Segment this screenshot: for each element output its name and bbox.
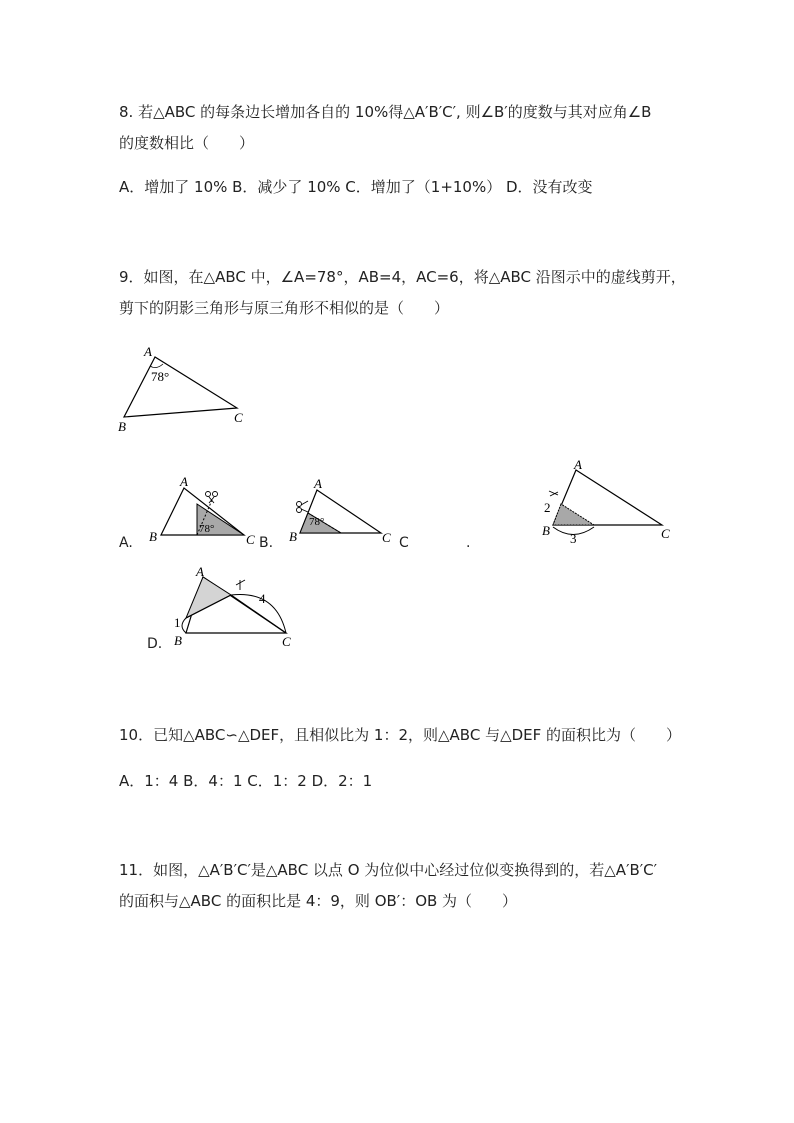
optD-label-1: 1 (174, 615, 181, 630)
q9-main-triangle-figure (110, 340, 260, 440)
q9-line2: 剪下的阴影三角形与原三角形不相似的是（ ） (119, 299, 450, 317)
q9-line1: 9．如图，在△ABC 中，∠A=78°，AB=4，AC=6，将△ABC 沿图示中的虚线剪开， (119, 268, 686, 286)
q11-line2: 的面积与△ABC 的面积比是 4：9，则 OB′：OB 为（ ） (119, 892, 518, 910)
q11-line1: 11．如图，△A′B′C′是△ABC 以点 O 为位似中心经过位似变换得到的，若△A′B′C′ (119, 861, 658, 879)
optC-scissors-icon (549, 491, 558, 496)
optC-label-A: A (574, 457, 582, 472)
q9-optC-figure (535, 455, 680, 545)
optC-label-C: C (661, 526, 670, 541)
q9-optB-label: B. (259, 535, 274, 551)
optD-label-B: B (174, 633, 182, 648)
optA-label-B: B (149, 529, 157, 544)
optB-label-A: A (314, 476, 322, 491)
q9-optA-figure (145, 475, 265, 550)
main-label-angle: 78° (151, 369, 170, 384)
main-label-A: A (144, 344, 152, 359)
q9-optC-dot: . (466, 535, 471, 551)
q9-optD-label: D. (147, 636, 163, 652)
optD-shaded (186, 577, 231, 618)
optA-label-angle: 78° (199, 523, 215, 535)
q10-options: A．1：4 B．4：1 C．1：2 D．2：1 (119, 772, 373, 790)
optA-label-C: C (246, 532, 255, 547)
optD-label-A: A (196, 564, 204, 579)
main-label-B: B (118, 419, 126, 434)
optC-label-B: B (542, 523, 550, 538)
main-triangle (124, 357, 237, 417)
q10-line1: 10．已知△ABC∽△DEF，且相似比为 1：2，则△ABC 与△DEF 的面积比为（ ） (119, 726, 682, 744)
optC-shaded (553, 504, 594, 525)
q9-optC-label: C (399, 535, 409, 551)
q9-optA-label: A. (119, 535, 133, 551)
optD-label-C: C (282, 634, 291, 649)
main-angle-arc (150, 364, 163, 368)
q9-optD-figure (165, 560, 300, 650)
optA-label-A: A (180, 474, 188, 489)
optD-scissors-icon (236, 580, 245, 590)
optB-label-angle: 78° (309, 516, 325, 528)
q8-line1: 8. 若△ABC 的每条边长增加各自的 10%得△A′B′C′, 则∠B′的度数与其对应角∠B (119, 103, 652, 121)
optB-label-C: C (382, 530, 391, 545)
main-label-C: C (234, 410, 243, 425)
optC-label-2: 2 (544, 500, 551, 515)
optC-label-3: 3 (570, 531, 577, 546)
optB-label-B: B (289, 529, 297, 544)
optD-arc-1 (182, 618, 186, 633)
q8-options: A．增加了 10% B．减少了 10% C．增加了（1+10%） D．没有改变 (119, 178, 593, 196)
q9-optB-figure (285, 475, 400, 550)
q8-line2: 的度数相比（ ） (119, 134, 255, 152)
optB-scissors-icon (297, 501, 309, 513)
optD-label-4: 4 (259, 591, 266, 606)
